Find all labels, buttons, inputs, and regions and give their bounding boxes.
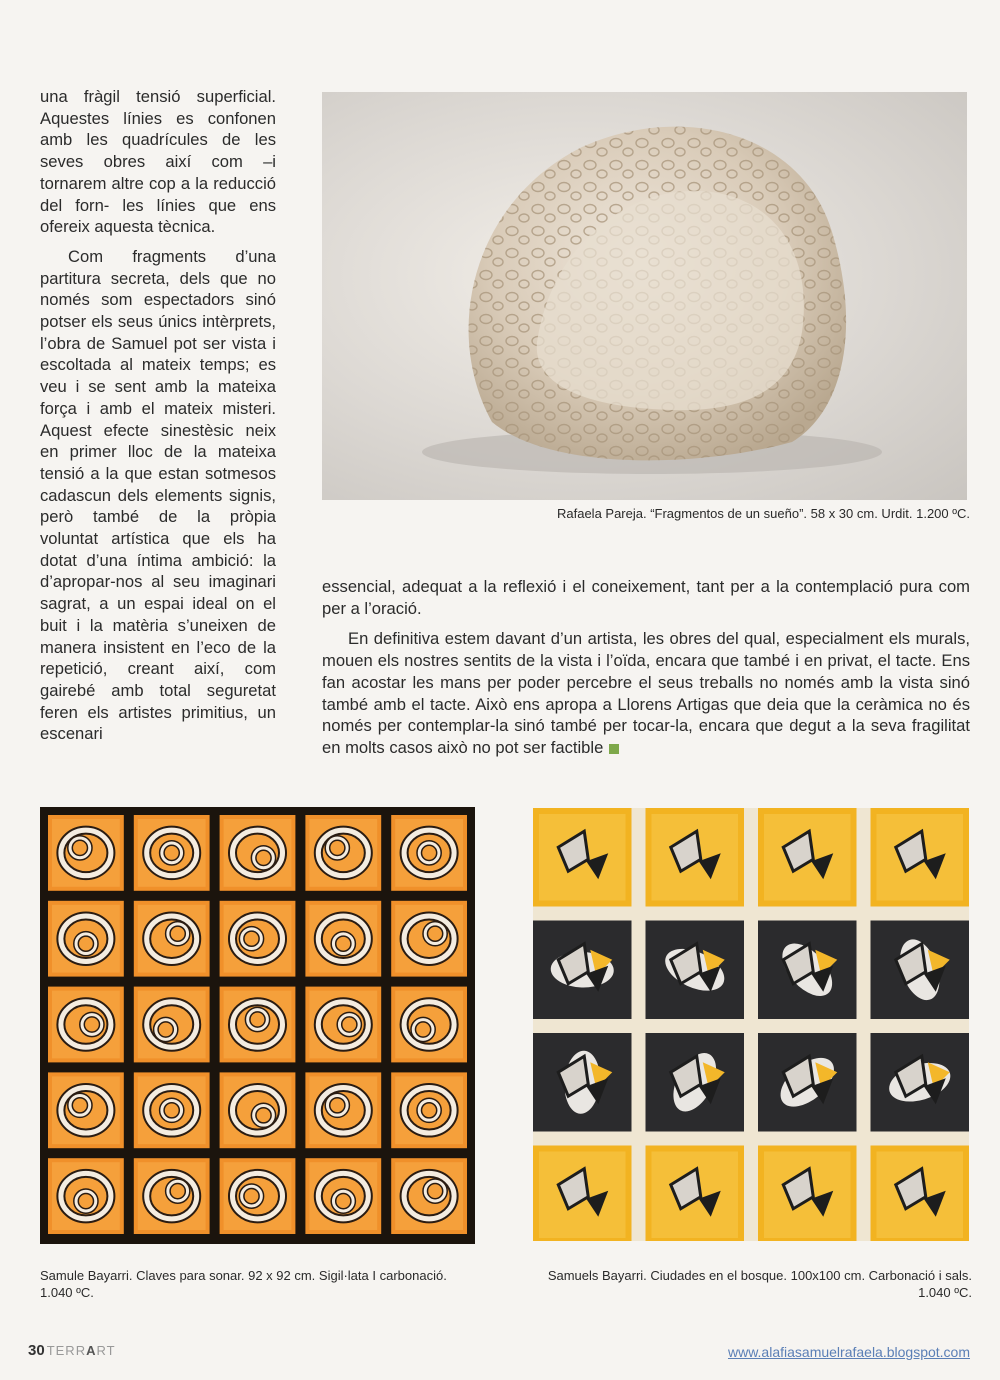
orange-tile <box>305 901 381 977</box>
dark-tile <box>758 1033 857 1132</box>
yellow-tile <box>758 808 857 907</box>
orange-tile <box>391 901 467 977</box>
bottom-right-caption <box>530 1267 972 1301</box>
artwork-ciudades-en-el-bosque <box>533 808 969 1241</box>
orange-tile <box>220 901 296 977</box>
orange-tile <box>391 987 467 1063</box>
bottom-left-caption-line2: 1.040 ºC. <box>40 1285 94 1300</box>
artwork-claves-para-sonar <box>40 807 475 1244</box>
orange-tile <box>48 815 124 891</box>
left-paragraph-2: Com fragments d’una partitura secreta, dels que no només som espectadors sinó potser els seus únics intèrprets, l’obra de Samuel pot ser vista i escoltada al mateix temps; es veu i se sent amb la mateixa força i amb el mateix misteri. Aquest efecte sinestèsic neix en primer lloc de la mateixa tensió a la que estan sotmesos cadascun dels elements signis, però també de la pròpia voluntat artística que els ha dotat d’una íntima ambició: la d’apropar-nos al seu imaginari sagrat, a un espai ideal on el buit i la matèria s’uneixen de manera insistent en l’eco de la repetició, creant així, com gairebé amb total seguretat feren els artistes primitius, un escenari <box>40 246 276 744</box>
yellow-tile <box>871 1146 970 1242</box>
orange-tile <box>305 815 381 891</box>
dark-tile <box>646 1033 745 1132</box>
orange-tile <box>134 987 210 1063</box>
yellow-tile <box>758 1146 857 1242</box>
ceramic-bowl-illustration <box>322 92 967 500</box>
magazine-logo-part3: RT <box>96 1343 116 1358</box>
orange-tile-grid <box>40 807 475 1244</box>
orange-tile <box>48 987 124 1063</box>
orange-tile <box>134 1158 210 1234</box>
bottom-left-caption-line1: Samule Bayarri. Claves para sonar. 92 x 92 cm. Sigil·lata I carbonació. <box>40 1268 447 1283</box>
dark-tile <box>871 921 970 1020</box>
page-number: 30 <box>28 1342 45 1359</box>
magazine-logo-part2: A <box>86 1343 97 1358</box>
orange-tile <box>48 1072 124 1148</box>
orange-tile <box>305 1072 381 1148</box>
bottom-right-caption-line2: 1.040 ºC. <box>918 1285 972 1300</box>
left-text-column <box>40 86 276 753</box>
orange-tile <box>305 1158 381 1234</box>
blog-url-link[interactable]: www.alafiasamuelrafaela.blogspot.com <box>727 1344 970 1360</box>
magazine-logo <box>47 1343 116 1358</box>
orange-tile <box>220 815 296 891</box>
yellow-tile <box>646 1146 745 1242</box>
dark-tile <box>646 921 745 1020</box>
mixed-tile-grid <box>533 808 969 1241</box>
orange-tile <box>134 1072 210 1148</box>
end-of-article-mark <box>609 744 619 754</box>
orange-tile <box>220 1158 296 1234</box>
dark-tile <box>533 1033 632 1132</box>
right-paragraph-2-text: En definitiva estem davant d’un artista, les obres del qual, especialment els murals, mouen els nostres sentits de la vista i l’oïda, encara que també i en privat, el tacte. Ens fan acostar les mans per poder percebre el seus treballs no només amb la vista sinó també amb el tacte. Això ens apropa a Llorens Artigas que deia que la ceràmica no és només per contemplar-la sinó també per tocar-la, encara que degut a la seva fragilitat en molts casos això no pot ser factible <box>322 629 970 757</box>
orange-tile <box>48 901 124 977</box>
dark-tile <box>533 921 632 1020</box>
right-text-column <box>322 576 970 768</box>
orange-tile <box>305 987 381 1063</box>
orange-tile <box>220 987 296 1063</box>
orange-tile <box>391 1158 467 1234</box>
bottom-right-caption-line1: Samuels Bayarri. Ciudades en el bosque. 100x100 cm. Carbonació i sals. <box>547 1268 972 1283</box>
yellow-tile <box>533 808 632 907</box>
left-paragraph-1: una fràgil tensió superficial. Aquestes línies es confonen amb les quadrícules de les seves obres així com –i tornarem altre cop a la reducció del forn- les línies que ens ofereix aquesta tècnica. <box>40 87 276 237</box>
orange-tile <box>134 901 210 977</box>
page-footer-left <box>28 1342 116 1359</box>
dark-tile <box>758 921 857 1020</box>
orange-tile <box>134 815 210 891</box>
dark-tile <box>871 1033 970 1132</box>
yellow-tile <box>871 808 970 907</box>
right-paragraph-2 <box>322 628 970 758</box>
sculpture-photo <box>322 92 967 500</box>
magazine-logo-part1: TERR <box>46 1343 87 1358</box>
orange-tile <box>391 815 467 891</box>
orange-tile <box>220 1072 296 1148</box>
top-photo-caption: Rafaela Pareja. “Fragmentos de un sueño”. 58 x 30 cm. Urdit. 1.200 ºC. <box>556 506 970 521</box>
bottom-left-caption <box>40 1267 480 1301</box>
orange-tile <box>48 1158 124 1234</box>
right-paragraph-1: essencial, adequat a la reflexió i el coneixement, tant per a la contemplació pura com per a l’oració. <box>322 577 970 618</box>
orange-tile <box>391 1072 467 1148</box>
yellow-tile <box>646 808 745 907</box>
yellow-tile <box>533 1146 632 1242</box>
